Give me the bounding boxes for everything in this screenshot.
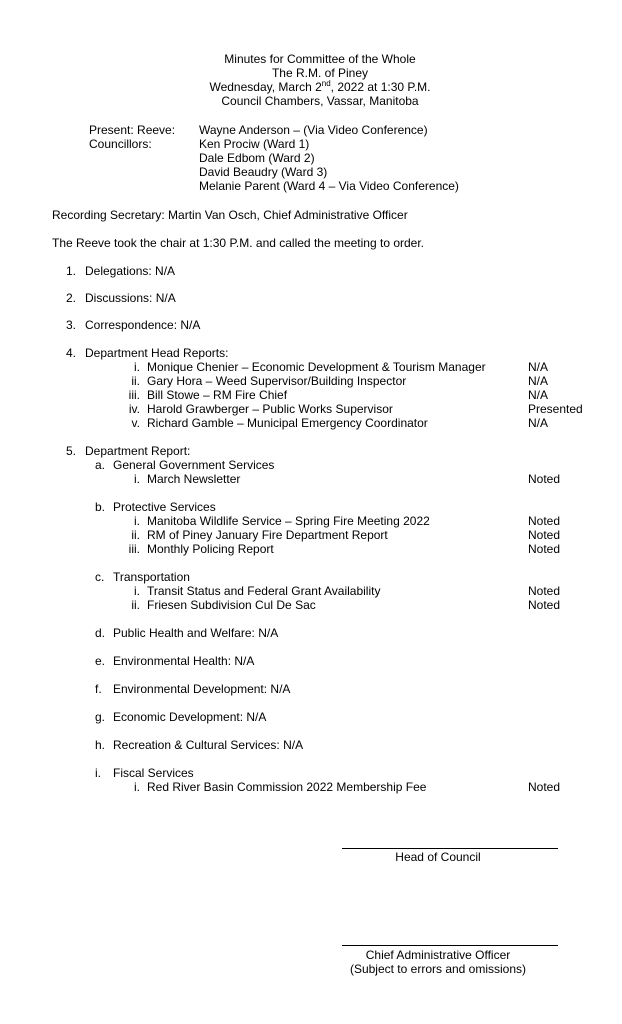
document-title: Minutes for Committee of the Whole <box>224 52 416 66</box>
subitem-text: Monthly Policing Report <box>147 542 274 556</box>
subitem-status: Noted <box>528 528 561 542</box>
item-number: 2. <box>66 291 77 305</box>
section-letter: c. <box>95 570 105 584</box>
subitem-number: ii. <box>131 528 140 542</box>
section-letter: i. <box>95 766 101 780</box>
section-letter: a. <box>95 458 106 472</box>
subitem-status: Noted <box>528 780 561 794</box>
subitem-text: Transit Status and Federal Grant Availability <box>147 584 381 598</box>
section-title: Public Health and Welfare: N/A <box>113 626 279 640</box>
signature-line <box>342 945 558 946</box>
section-title: Environmental Health: N/A <box>113 654 255 668</box>
item-number: 5. <box>66 444 77 458</box>
disclaimer: (Subject to errors and omissions) <box>349 962 527 976</box>
subitem-number: i. <box>134 780 140 794</box>
item-number: 3. <box>66 318 77 332</box>
report-status: N/A <box>528 360 549 374</box>
report-text: Monique Chenier – Economic Development & Tourism Manager <box>147 360 486 374</box>
subitem-status: Noted <box>528 598 561 612</box>
report-text: Gary Hora – Weed Supervisor/Building Inspector <box>147 374 407 388</box>
section-title: Environmental Development: N/A <box>113 682 291 696</box>
present-reeve-label: Present: Reeve: <box>89 123 176 137</box>
section-title: General Government Services <box>113 458 275 472</box>
subitem-number: i. <box>134 584 140 598</box>
recording-secretary: Recording Secretary: Martin Van Osch, Chief Administrative Officer <box>52 208 408 222</box>
item-number: 1. <box>66 264 77 278</box>
report-status: Presented <box>528 402 583 416</box>
report-text: Bill Stowe – RM Fire Chief <box>147 388 288 402</box>
meeting-date: Wednesday, March 2nd, 2022 at 1:30 P.M. <box>209 79 431 94</box>
chair-statement: The Reeve took the chair at 1:30 P.M. and called the meeting to order. <box>52 236 425 250</box>
report-number: i. <box>134 360 140 374</box>
councillors-label: Councillors: <box>89 137 152 151</box>
head-of-council-label: Head of Council <box>395 850 481 864</box>
meeting-location: Council Chambers, Vassar, Manitoba <box>221 94 419 108</box>
subitem-text: RM of Piney January Fire Department Report <box>147 528 388 542</box>
attendee-name: David Beaudry (Ward 3) <box>199 165 328 179</box>
section-letter: f. <box>95 682 102 696</box>
section-letter: b. <box>95 500 106 514</box>
signature-line <box>342 848 558 849</box>
subitem-text: Friesen Subdivision Cul De Sac <box>147 598 316 612</box>
report-number: ii. <box>131 374 140 388</box>
subitem-status: Noted <box>528 542 561 556</box>
attendee-name: Dale Edbom (Ward 2) <box>199 151 315 165</box>
subitem-status: Noted <box>528 514 561 528</box>
subitem-text: March Newsletter <box>147 472 241 486</box>
report-text: Richard Gamble – Municipal Emergency Coordinator <box>147 416 428 430</box>
item-text: Discussions: N/A <box>85 291 176 305</box>
section-title: Recreation & Cultural Services: N/A <box>113 738 304 752</box>
attendee-name: Ken Prociw (Ward 1) <box>199 137 310 151</box>
subitem-number: iii. <box>128 542 140 556</box>
report-text: Harold Grawberger – Public Works Supervisor <box>147 402 393 416</box>
item-number: 4. <box>66 346 77 360</box>
section-letter: g. <box>95 710 106 724</box>
subitem-text: Red River Basin Commission 2022 Membership Fee <box>147 780 427 794</box>
subitem-status: Noted <box>528 584 561 598</box>
report-number: iii. <box>128 388 140 402</box>
item-text: Correspondence: N/A <box>85 318 201 332</box>
section-title: Economic Development: N/A <box>113 710 267 724</box>
report-number: iv. <box>128 402 140 416</box>
section-title: Protective Services <box>113 500 216 514</box>
report-number: v. <box>131 416 140 430</box>
subitem-number: i. <box>134 472 140 486</box>
municipality-name: The R.M. of Piney <box>271 66 369 80</box>
subitem-number: i. <box>134 514 140 528</box>
cao-label: Chief Administrative Officer <box>365 948 511 962</box>
item-text: Department Head Reports: <box>85 346 229 360</box>
subitem-text: Manitoba Wildlife Service – Spring Fire Meeting 2022 <box>147 514 430 528</box>
section-title: Fiscal Services <box>113 766 194 780</box>
section-title: Transportation <box>113 570 190 584</box>
report-status: N/A <box>528 374 549 388</box>
subitem-number: ii. <box>131 598 140 612</box>
report-status: N/A <box>528 388 549 402</box>
subitem-status: Noted <box>528 472 561 486</box>
section-letter: e. <box>95 654 106 668</box>
attendee-name: Wayne Anderson – (Via Video Conference) <box>199 123 428 137</box>
report-status: N/A <box>528 416 549 430</box>
section-letter: h. <box>95 738 106 752</box>
attendee-name: Melanie Parent (Ward 4 – Via Video Conference) <box>199 179 459 193</box>
item-text: Delegations: N/A <box>85 264 176 278</box>
section-letter: d. <box>95 626 106 640</box>
item-text: Department Report: <box>85 444 191 458</box>
